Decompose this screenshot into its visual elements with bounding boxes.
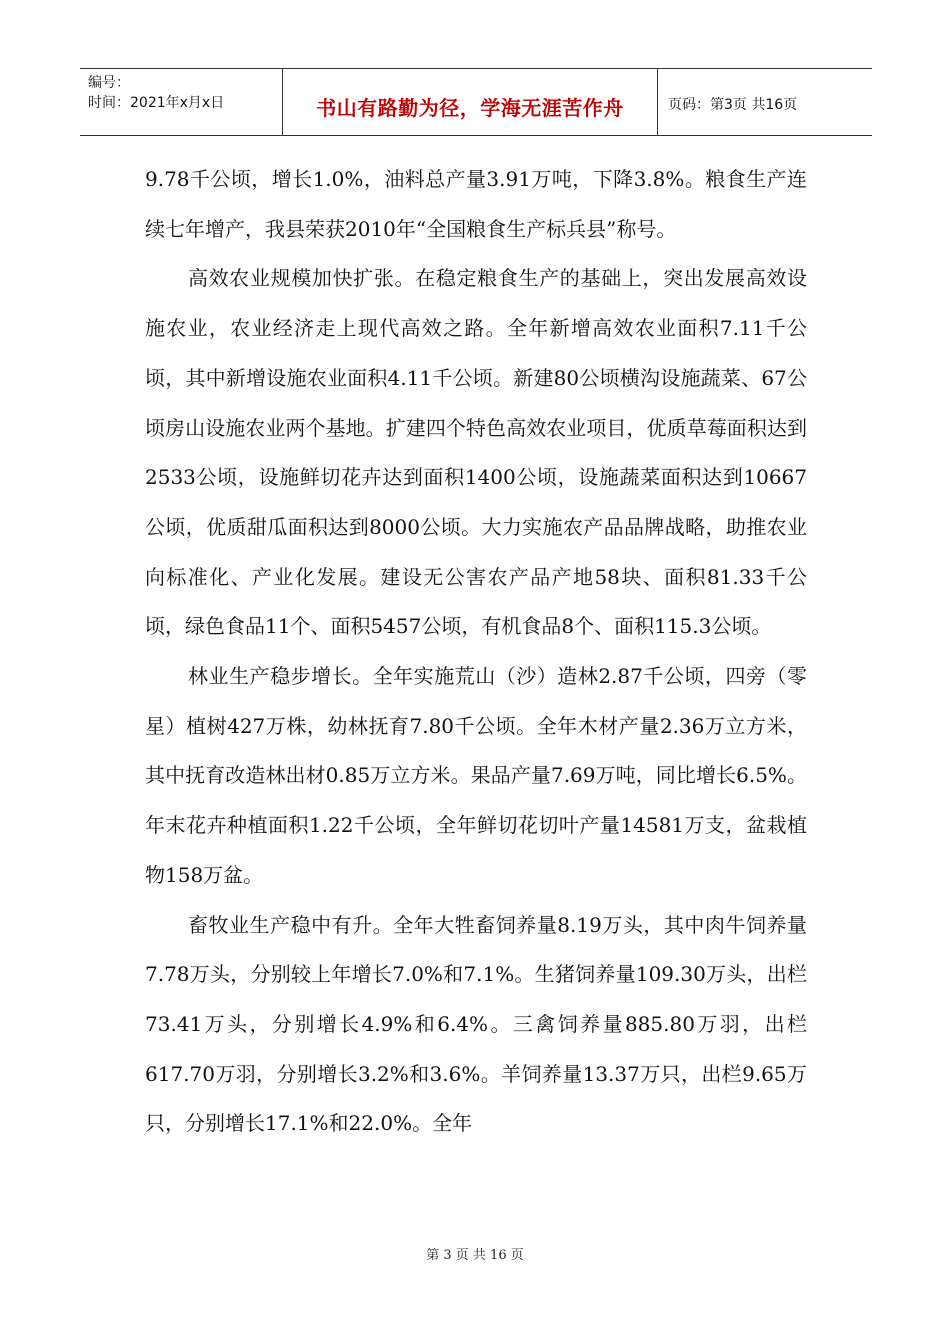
page-info: 页码：第3页 共16页 [668,97,798,113]
header-page-info-cell [658,69,872,135]
page-header [80,68,872,136]
header-meta [80,69,283,135]
motto-text: 书山有路勤为径，学海无涯苦作舟 [316,95,624,120]
paragraph-forestry: 林业生产稳步增长。全年实施荒山（沙）造林2.87千公顷，四旁（零星）植树427万株，幼林抚育7.80千公顷。全年木材产量2.36万立方米，其中抚育改造林出材0.85万立方米。果品产量7.69万吨，同比增长6.5%。年末花卉种植面积1.22千公顷，全年鲜切花切叶产量14581万支，盆栽植物158万盆。 [145,664,807,887]
paragraph-grain-continued: 9.78千公顷，增长1.0%，油料总产量3.91万吨，下降3.8%。粮食生产连续七年增产，我县荣获2010年“全国粮食生产标兵县”称号。 [145,167,807,241]
page-footer: 第 3 页 共 16 页 [426,1248,524,1263]
header-motto-cell [283,69,658,135]
paragraph-livestock: 畜牧业生产稳中有升。全年大牲畜饲养量8.19万头，其中肉牛饲养量7.78万头，分别较上年增长7.0%和7.1%。生猪饲养量109.30万头，出栏73.41万头，分别增长4.9%和6.4%。三禽饲养量885.80万羽，出栏617.70万羽，分别增长3.2%和3.6%。羊饲养量13.37万只，出栏9.65万只，分别增长17.1%和22.0%。全年 [145,912,807,1136]
body-text [145,155,807,1149]
paragraph-efficient-agriculture: 高效农业规模加快扩张。在稳定粮食生产的基础上，突出发展高效设施农业，农业经济走上现代高效之路。全年新增高效农业面积7.11千公顷，其中新增设施农业面积4.11千公顷。新建80公顷横沟设施蔬菜、67公顷房山设施农业两个基地。扩建四个特色高效农业项目，优质草莓面积达到2533公顷，设施鲜切花卉达到面积1400公顷，设施蔬菜面积达到10667公顷，优质甜瓜面积达到8000公顷。大力实施农产品品牌战略，助推农业向标准化、产业化发展。建设无公害农产品产地58块、面积81.33千公顷，绿色食品11个、面积5457公顷，有机食品8个、面积115.3公顷。 [145,266,807,639]
date-label: 时间：2021年x月x日 [88,95,225,111]
number-label: 编号： [88,75,130,91]
